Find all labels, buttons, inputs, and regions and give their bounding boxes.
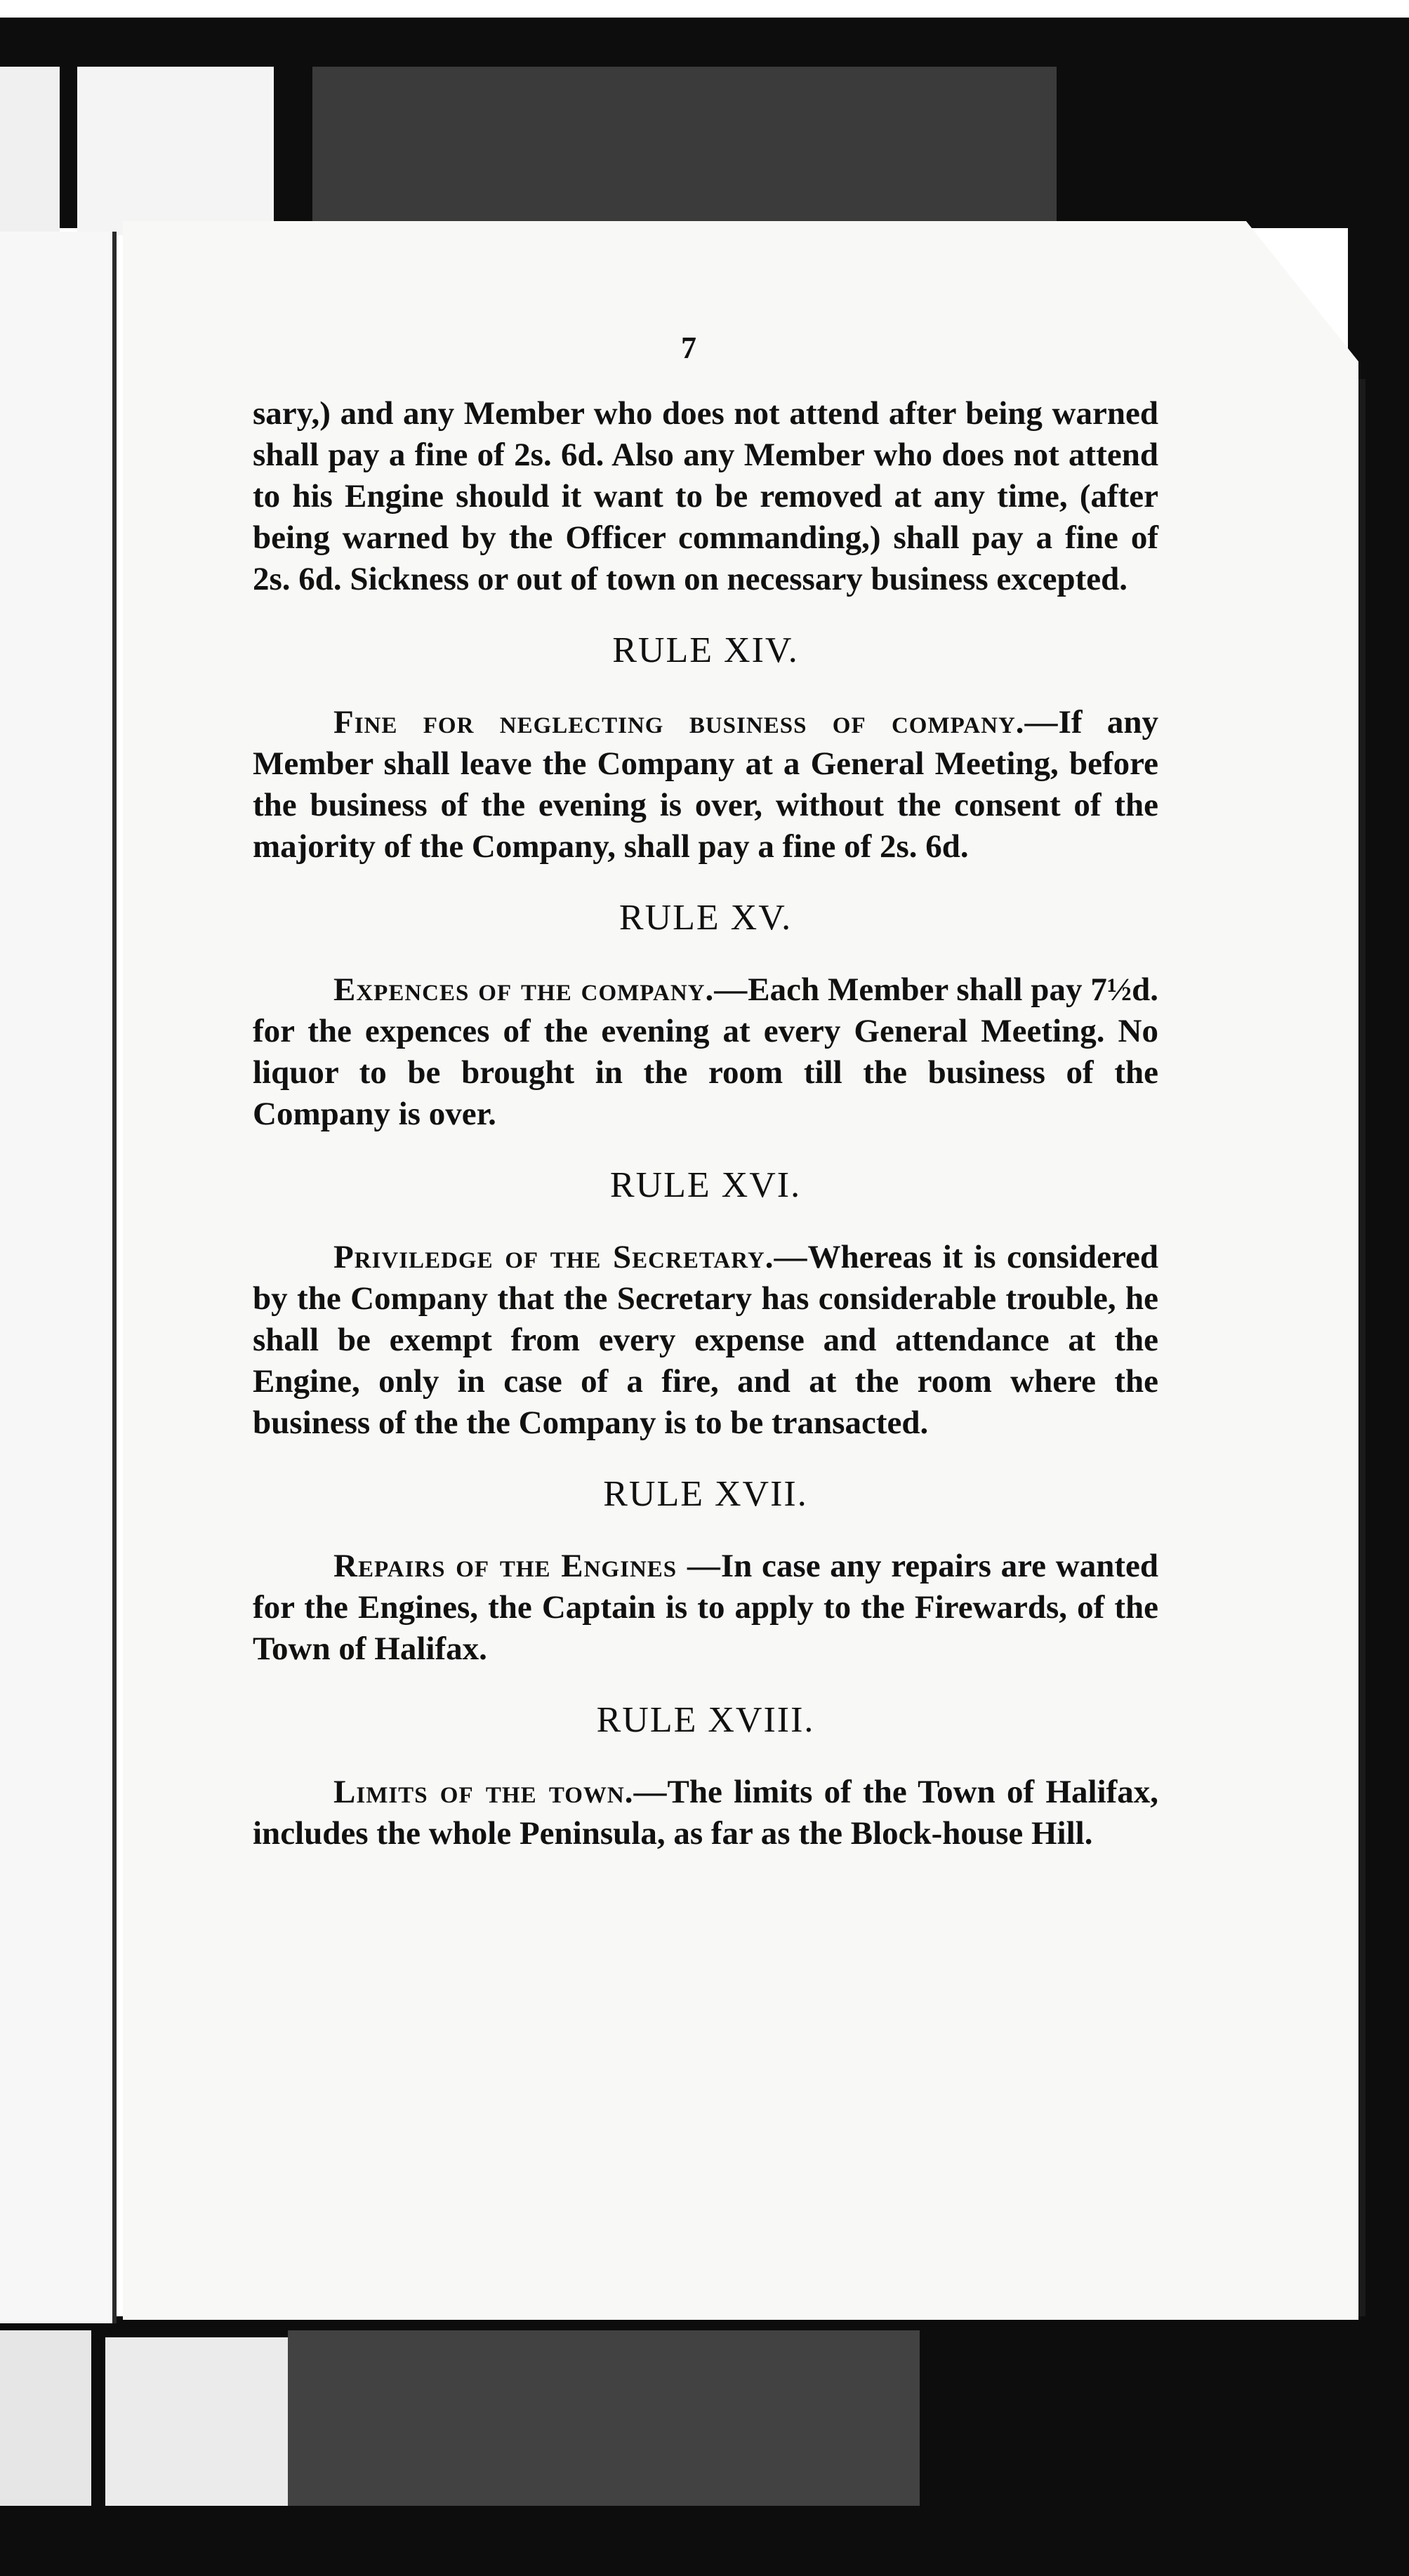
continuation-paragraph: sary,) and any Member who does not attend after being warned shall pay a fine of 2s. 6d. Also any Member who does not attend to his Engine should it want to be removed at any time, (after being warned by the Officer commanding,) shall pay a fine of 2s. 6d. Sickness or out of town on necessary business excepted.: [253, 395, 1158, 597]
rule-paragraph: [253, 969, 1158, 1135]
rule-heading: RULE XIV.: [612, 630, 799, 670]
rule-body: If any Member shall leave the Company at a General Meeting, before the business of the evening is over, without the consent of the majority of the Company, shall pay a fine of 2s. 6d.: [253, 704, 1158, 865]
scan-paper-edge: [0, 2330, 91, 2506]
rule-xviii: [253, 1699, 1158, 1854]
page-edge-shadow: [1358, 379, 1365, 2316]
facing-page: [0, 232, 117, 2323]
rule-xiv: [253, 630, 1158, 868]
page-text: [253, 393, 1158, 1854]
rule-title: Priviledge of the Secretary.—: [333, 1239, 808, 1275]
rule-paragraph: [253, 1546, 1158, 1670]
scan-background-strip: [312, 67, 1057, 228]
page-number: 7: [681, 331, 696, 365]
scan-background-strip: [288, 2330, 920, 2506]
rule-paragraph: [253, 1772, 1158, 1854]
rule-paragraph: [253, 702, 1158, 868]
rule-heading: RULE XVIII.: [596, 1700, 815, 1740]
rule-heading: RULE XVII.: [603, 1474, 808, 1514]
scan-paper-edge: [105, 2337, 288, 2506]
rule-xvii: [253, 1473, 1158, 1670]
rule-title: Limits of the town.—: [333, 1774, 668, 1810]
rule-body: Whereas it is considered by the Company that the Secretary has considerable trouble, he shall be exempt from every expense and attendance at the Engine, only in case of a fire, and at the room where the business of the the Company is to be transacted.: [253, 1239, 1158, 1441]
rule-title: Repairs of the Engines —: [333, 1548, 721, 1584]
rule-body: In case any repairs are wanted for the Engines, the Captain is to apply to the Firewards, of the Town of Halifax.: [253, 1548, 1158, 1667]
scan-paper-edge: [77, 67, 274, 235]
rule-paragraph: [253, 1237, 1158, 1444]
rule-title: Expences of the company.—: [333, 971, 748, 1008]
rule-title: Fine for neglecting business of company.—: [333, 704, 1059, 741]
rule-heading: RULE XVI.: [609, 1165, 802, 1205]
rule-heading: RULE XV.: [618, 898, 793, 938]
scan-paper-edge: [0, 67, 60, 235]
rule-xvi: [253, 1164, 1158, 1444]
rule-body: Each Member shall pay 7½d. for the expences of the evening at every General Meeting. No liquor to be brought in the room till the business of the Company is over.: [253, 971, 1159, 1132]
rule-body: The limits of the Town of Halifax, includes the whole Peninsula, as far as the Block-house Hill.: [253, 1774, 1158, 1852]
rule-xv: [253, 897, 1158, 1135]
